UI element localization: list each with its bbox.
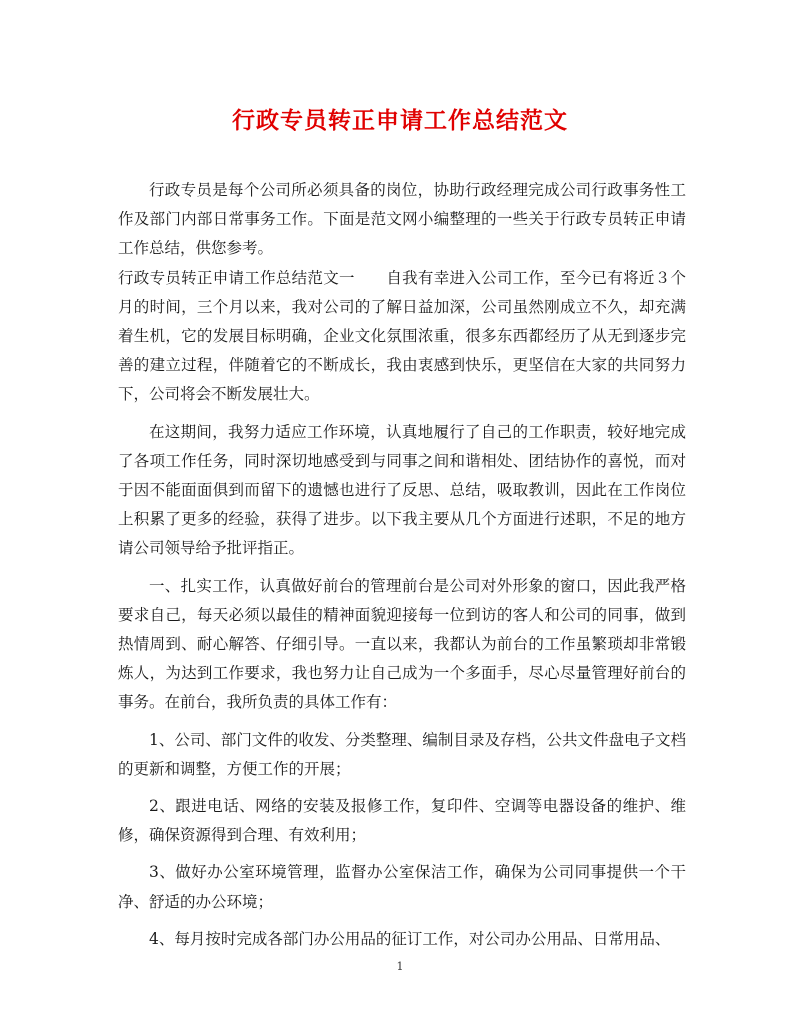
paragraph-adaptation: 在这期间，我努力适应工作环境，认真地履行了自己的工作职责，较好地完成了各项工作任务，同时深切地感受到与同事之间和谐相处、团结协作的喜悦，而对于因不能面面俱到而留下的遗憾也进行了反思、总结，吸取教训，因此在工作岗位上积累了更多的经验，获得了进步。以下我主要从几个方面进行述职，不足的地方请公司领导给予批评指正。 — [118, 422, 686, 558]
page-number: 1 — [396, 960, 404, 973]
paragraph-front-desk: 一、扎实工作，认真做好前台的管理前台是公司对外形象的窗口，因此我严格要求自己，每天必须以最佳的精神面貌迎接每一位到访的客人和公司的同事，做到热情周到、耐心解答、仔细引导。一直以来，我都认为前台的工作虽繁琐却非常锻炼人，为达到工作要求，我也努力让自己成为一个多面手，尽心尽量管理好前台的事务。在前台，我所负责的具体工作有： — [118, 576, 686, 712]
paragraph-item-2: 2、跟进电话、网络的安装及报修工作，复印件、空调等电器设备的维护、维修，确保资源得到合理、有效利用； — [118, 797, 686, 845]
paragraph-intro: 行政专员是每个公司所必须具备的岗位，协助行政经理完成公司行政事务性工作及部门内部日常事务工作。下面是范文网小编整理的一些关于行政专员转正申请工作总结，供您参考。 — [118, 181, 686, 258]
document-body — [118, 176, 686, 962]
paragraph-sample-one: 行政专员转正申请工作总结范文一 自我有幸进入公司工作，至今已有将近３个月的时间，三个月以来，我对公司的了解日益加深，公司虽然刚成立不久，却充满着生机，它的发展目标明确，企业文化氛围浓重，很多东西都经历了从无到逐步完善的建立过程，伴随着它的不断成长，我由衷感到快乐，更坚信在大家的共同努力下，公司将会不断发展壮大。 — [118, 268, 686, 404]
document-title: 行政专员转正申请工作总结范文 — [232, 107, 568, 134]
paragraph-item-3: 3、做好办公室环境管理，监督办公室保洁工作，确保为公司同事提供一个干净、舒适的办公环境； — [118, 863, 686, 911]
paragraph-item-1: 1、公司、部门文件的收发、分类整理、编制目录及存档，公共文件盘电子文档的更新和调整，方便工作的开展； — [118, 730, 686, 778]
paragraph-item-4: 4、每月按时完成各部门办公用品的征订工作，对公司办公用品、日常用品、 — [149, 929, 671, 948]
